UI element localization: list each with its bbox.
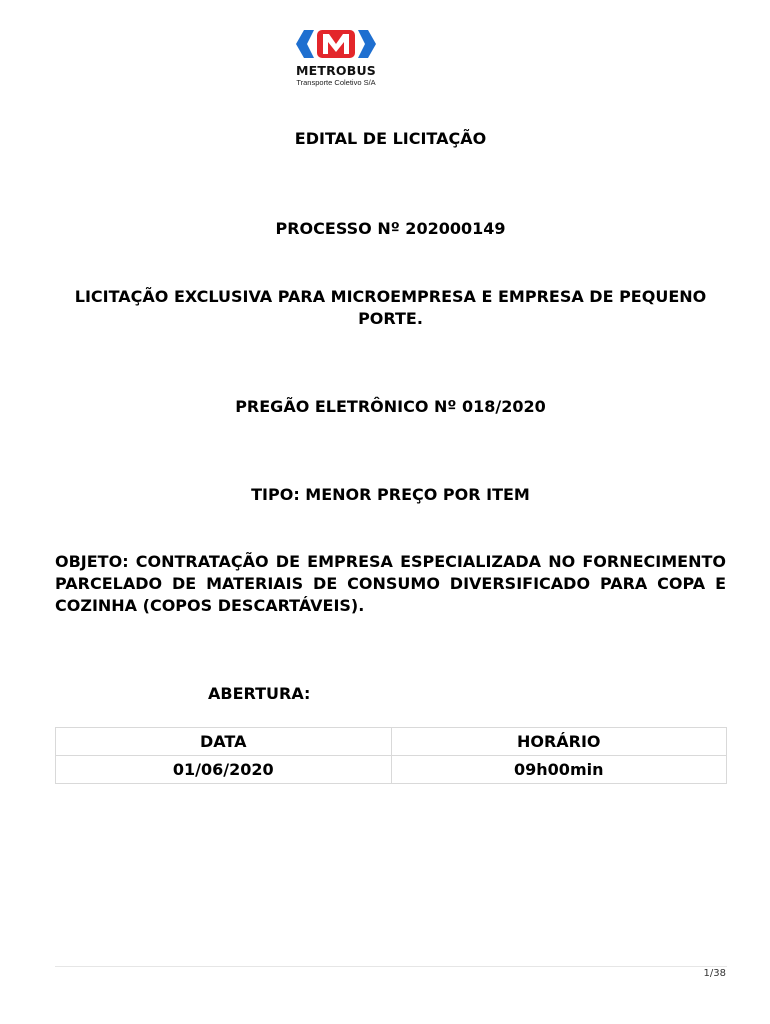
table-header-row <box>56 728 727 756</box>
metrobus-emblem-icon <box>288 26 384 62</box>
objeto-paragraph: OBJETO: CONTRATAÇÃO DE EMPRESA ESPECIALIZADA NO FORNECIMENTO PARCELADO DE MATERIAIS DE CONSUMO DIVERSIFICADO PARA COPA E COZINHA (COPOS DESCARTÁVEIS). <box>55 552 726 615</box>
logo-subtitle: Transporte Coletivo S/A <box>296 78 376 87</box>
cell-date: 01/06/2020 <box>56 756 392 784</box>
footer-divider <box>55 966 727 967</box>
metrobus-logo <box>288 26 384 90</box>
abertura-label: ABERTURA: <box>208 684 311 703</box>
table-row <box>56 756 727 784</box>
process-number: PROCESSO Nº 202000149 <box>275 219 506 238</box>
header-horario: HORÁRIO <box>391 728 727 756</box>
schedule-table <box>55 727 727 784</box>
document-title: EDITAL DE LICITAÇÃO <box>294 129 487 148</box>
exclusive-notice: LICITAÇÃO EXCLUSIVA PARA MICROEMPRESA E EMPRESA DE PEQUENO PORTE. <box>74 287 707 328</box>
tipo-line: TIPO: MENOR PREÇO POR ITEM <box>251 485 530 504</box>
logo-name: METROBUS <box>295 63 377 78</box>
header-data: DATA <box>56 728 392 756</box>
pregao-number: PREGÃO ELETRÔNICO Nº 018/2020 <box>235 397 546 416</box>
page-number: 1/38 <box>703 968 726 979</box>
cell-time: 09h00min <box>391 756 727 784</box>
